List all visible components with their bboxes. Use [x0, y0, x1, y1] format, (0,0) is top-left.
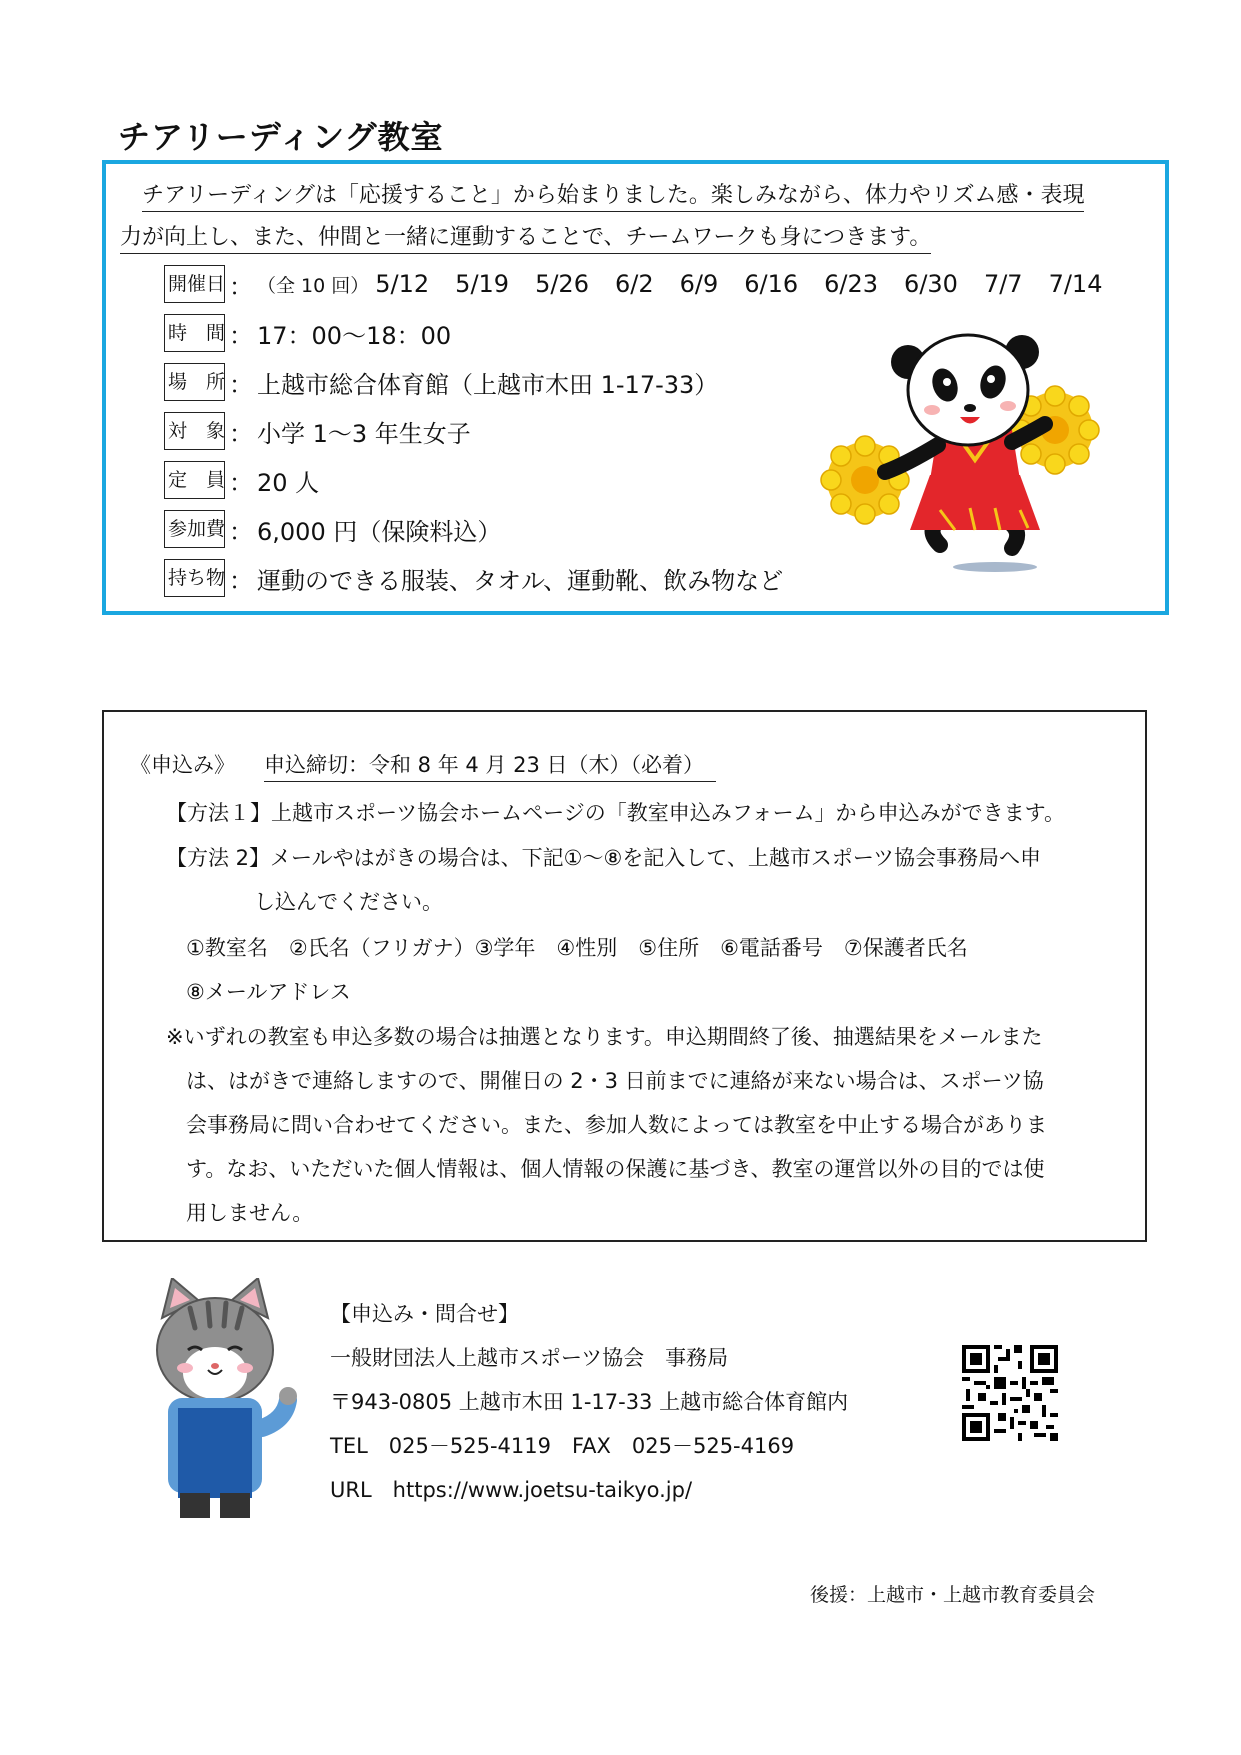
apply-method-2-cont: し込んでください。 — [254, 890, 443, 914]
label-dates: 開催日 — [164, 265, 225, 303]
qr-code-icon[interactable] — [962, 1345, 1058, 1441]
apply-heading: 《申込み》 — [130, 753, 235, 777]
row-dates: 開催日 ： （全 10 回） 5/12 5/19 5/26 6/2 6/9 6/16 6/23 6/30 7/7 7/14 — [164, 264, 1102, 304]
apply-note-2: は、はがきで連絡しますので、開催日の 2・3 日前までに連絡が来ない場合は、スポーツ協 — [186, 1069, 1044, 1093]
row-time: 時 間 ： 17：00～18：00 — [164, 313, 451, 353]
row-place: 場 所 ： 上越市総合体育館（上越市木田 1-17-33） — [164, 362, 718, 402]
row-capacity: 定 員 ： 20 人 — [164, 460, 319, 500]
intro-line-2: 力が向上し、また、仲間と一緒に運動することで、チームワークも身につきます。 — [120, 220, 931, 254]
apply-method-2: 【方法 2】メールやはがきの場合は、下記①～⑧を記入して、上越市スポーツ協会事務局へ申 — [166, 846, 1042, 870]
fee-value: 6,000 円（保険料込） — [257, 517, 502, 546]
panda-cheerleader-illustration — [790, 210, 1120, 580]
apply-fields: ①教室名 ②氏名（フリガナ）③学年 ④性別 ⑤住所 ⑥電話番号 ⑦保護者氏名 — [186, 936, 968, 960]
dates-list: 5/12 5/19 5/26 6/2 6/9 6/16 6/23 6/30 7/7 7/14 — [375, 270, 1103, 298]
row-target: 対 象 ： 小学 1～3 年生女子 — [164, 411, 471, 451]
apply-method-1: 【方法１】上越市スポーツ協会ホームページの「教室申込みフォーム」から申込みができます。 — [166, 801, 1066, 825]
cat-staff-illustration — [150, 1278, 300, 1528]
row-fee: 参加費 ： 6,000 円（保険料込） — [164, 509, 501, 549]
intro-line-1: チアリーディングは「応援すること」から始まりました。楽しみながら、体力やリズム感・表現 — [142, 178, 1084, 212]
apply-fields-cont: ⑧メールアドレス — [186, 980, 351, 1004]
apply-note-5: 用しません。 — [186, 1201, 314, 1225]
capacity-value: 20 人 — [257, 468, 320, 497]
contact-phone: TEL 025－525-4119 FAX 025－525-4169 — [330, 1434, 795, 1458]
apply-deadline: 申込締切：令和 8 年 4 月 23 日（木）（必着） — [264, 749, 716, 782]
contact-address: 〒943-0805 上越市木田 1-17-33 上越市総合体育館内 — [330, 1390, 849, 1414]
target-value: 小学 1～3 年生女子 — [257, 419, 471, 448]
dates-prefix: （全 10 回） — [257, 274, 370, 297]
contact-url[interactable]: URL https://www.joetsu-taikyo.jp/ — [330, 1478, 693, 1502]
application-box — [102, 710, 1147, 1242]
items-value: 運動のできる服装、タオル、運動靴、飲み物など — [257, 566, 784, 595]
apply-note-4: す。なお、いただいた個人情報は、個人情報の保護に基づき、教室の運営以外の目的では使 — [186, 1157, 1045, 1181]
page-title: チアリーディング教室 — [118, 118, 444, 156]
time-value: 17：00～18：00 — [257, 321, 452, 350]
sponsor-note: 後援：上越市・上越市教育委員会 — [810, 1584, 1096, 1606]
apply-note-3: 会事務局に問い合わせてください。また、参加人数によっては教室を中止する場合がありま — [186, 1113, 1047, 1137]
place-value: 上越市総合体育館（上越市木田 1-17-33） — [257, 370, 719, 399]
contact-org: 一般財団法人上越市スポーツ協会 事務局 — [330, 1346, 729, 1370]
contact-heading: 【申込み・問合せ】 — [330, 1302, 519, 1326]
apply-note: ※いずれの教室も申込多数の場合は抽選となります。申込期間終了後、抽選結果をメールまた — [166, 1025, 1043, 1049]
row-items: 持ち物 ： 運動のできる服装、タオル、運動靴、飲み物など — [164, 558, 783, 598]
